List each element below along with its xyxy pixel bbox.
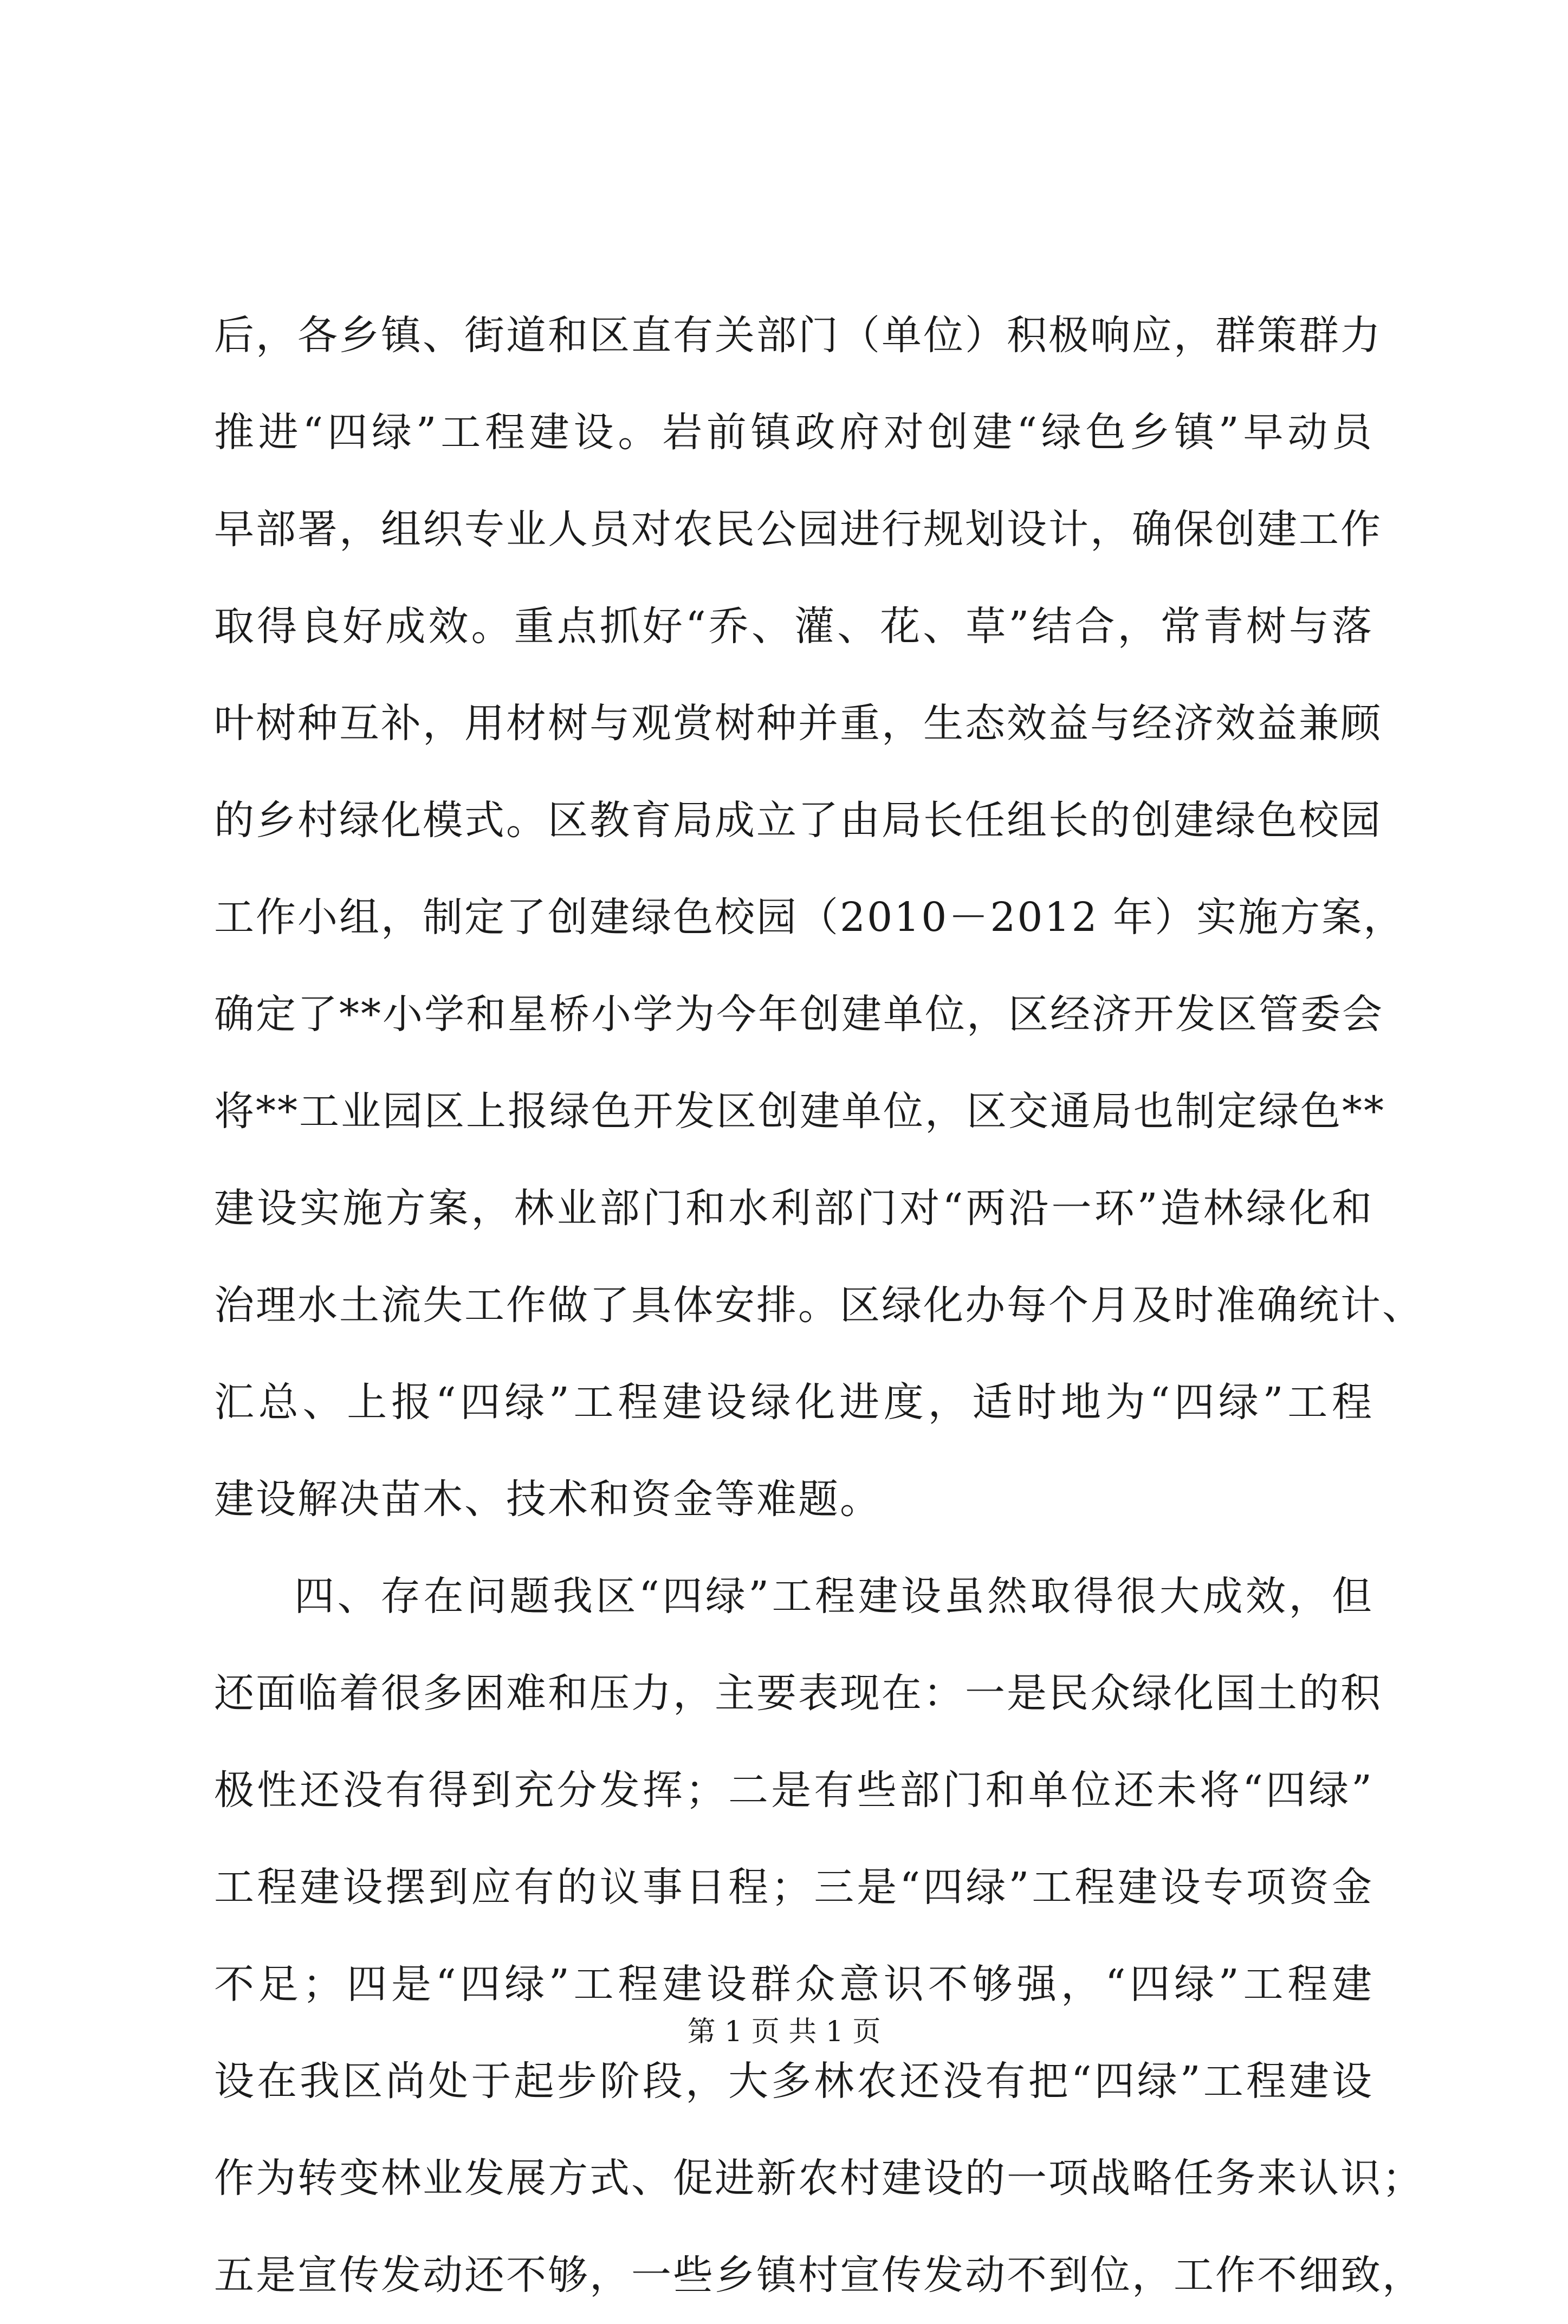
text-line: 的乡村绿化模式。区教育局成立了由局长任组长的创建绿色校园 <box>214 797 1382 844</box>
page-number-footer: 第 1 页 共 1 页 <box>687 2016 881 2048</box>
text-line: 将**工业园区上报绿色开发区创建单位，区交通局也制定绿色** <box>214 1088 1385 1135</box>
text-line: 治理水土流失工作做了具体安排。区绿化办每个月及时准确统计、 <box>214 1282 1424 1329</box>
text-line: 汇总、上报“四绿”工程建设绿化进度，适时地为“四绿”工程 <box>214 1379 1373 1426</box>
paragraph-first-line: 四、存在问题我区“四绿”工程建设虽然取得很大成效，但 <box>294 1573 1373 1620</box>
text-line: 作为转变林业发展方式、促进新农村建设的一项战略任务来认识； <box>214 2155 1424 2202</box>
text-line: 工作小组，制定了创建绿色校园（2010－2012 年）实施方案， <box>214 894 1405 941</box>
text-line: 取得良好成效。重点抓好“乔、灌、花、草”结合，常青树与落 <box>214 603 1373 650</box>
text-line: 后，各乡镇、街道和区直有关部门（单位）积极响应，群策群力 <box>214 312 1382 359</box>
text-line: 建设实施方案，林业部门和水利部门对“两沿一环”造林绿化和 <box>214 1185 1373 1232</box>
text-line: 不足；四是“四绿”工程建设群众意识不够强，“四绿”工程建 <box>214 1961 1373 2008</box>
text-line: 早部署，组织专业人员对农民公园进行规划设计，确保创建工作 <box>214 506 1382 553</box>
text-line: 设在我区尚处于起步阶段，大多林农还没有把“四绿”工程建设 <box>214 2058 1373 2105</box>
text-line: 还面临着很多困难和压力，主要表现在：一是民众绿化国土的积 <box>214 1670 1382 1717</box>
text-line: 极性还没有得到充分发挥；二是有些部门和单位还未将“四绿” <box>214 1767 1373 1814</box>
text-line: 工程建设摆到应有的议事日程；三是“四绿”工程建设专项资金 <box>214 1864 1373 1911</box>
text-line: 确定了**小学和星桥小学为今年创建单位，区经济开发区管委会 <box>214 991 1384 1038</box>
text-line: 叶树种互补，用材树与观赏树种并重，生态效益与经济效益兼顾 <box>214 700 1382 747</box>
text-line: 建设解决苗木、技术和资金等难题。 <box>214 1476 882 1523</box>
text-line: 五是宣传发动还不够，一些乡镇村宣传发动不到位，工作不细致， <box>214 2252 1424 2299</box>
text-line: 推进“四绿”工程建设。岩前镇政府对创建“绿色乡镇”早动员 <box>214 409 1373 456</box>
